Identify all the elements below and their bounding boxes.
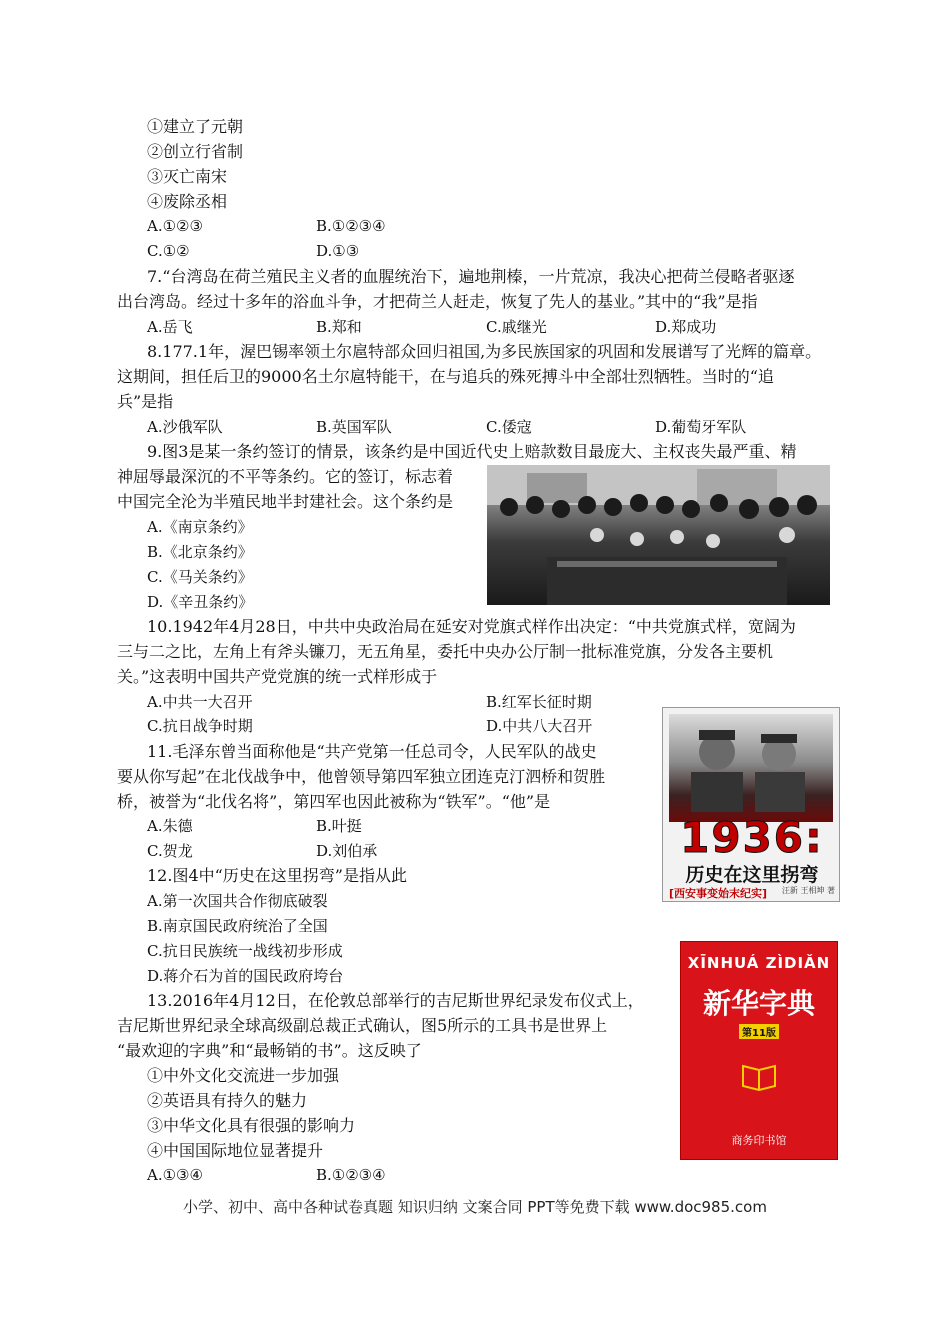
q13-option-1: ①中外文化交流进一步加强 — [147, 1066, 340, 1085]
q6-option-3: ③灭亡南宋 — [147, 167, 228, 186]
q7-line-2: 出台湾岛。经过十多年的浴血斗争，才把荷兰人赶走，恢复了先人的基业。”其中的“我”是指 — [117, 292, 758, 311]
page-footer: 小学、初中、高中各种试卷真题 知识归纳 文案合同 PPT等免费下载 www.doc985.com — [183, 1198, 767, 1216]
q7-choice-a: A.岳飞 — [147, 318, 193, 336]
q13-line-1: 13.2016年4月12日，在伦敦总部举行的吉尼斯世界纪录发布仪式上， — [147, 991, 644, 1010]
q10-choice-b: B.红军长征时期 — [486, 693, 592, 711]
q13-option-3: ③中华文化具有很强的影响力 — [147, 1116, 356, 1135]
q6-choice-b: B.①②③④ — [316, 217, 386, 235]
q10-choice-a: A.中共一大召开 — [147, 693, 253, 711]
dictionary-edition: 第11版 — [739, 1024, 779, 1039]
xinhua-dictionary-cover — [680, 941, 838, 1160]
treaty-signing-photo — [487, 465, 830, 605]
q8-line-2: 这期间，担任后卫的9000名土尔扈特能干，在与追兵的殊死搏斗中全部壮烈牺牲。当时的“追 — [117, 367, 774, 386]
dictionary-pinyin: XĪNHUÁ ZÌDIǍN — [687, 954, 831, 972]
q11-choice-c: C.贺龙 — [147, 842, 193, 860]
book-cover-tagline: [西安事变始末纪实] — [669, 887, 768, 900]
q11-line-3: 桥，被誉为“北伐名将”，第四军也因此被称为“铁军”。“他”是 — [117, 792, 551, 811]
q6-choice-a: A.①②③ — [147, 217, 203, 235]
q8-choice-c: C.倭寇 — [486, 418, 532, 436]
q11-line-2: 要从你写起”在北伐战争中，他曾领导第四军独立团连克汀泗桥和贺胜 — [117, 767, 606, 786]
open-book-icon — [739, 1054, 779, 1094]
q8-line-1: 8.177.1年，渥巴锡率领土尔扈特部众回归祖国,为多民族国家的巩固和发展谱写了光辉的篇章。 — [147, 342, 822, 361]
q7-choice-b: B.郑和 — [316, 318, 362, 336]
q12-choice-b: B.南京国民政府统治了全国 — [147, 917, 328, 935]
q13-option-4: ④中国国际地位显著提升 — [147, 1141, 324, 1160]
q6-option-2: ②创立行省制 — [147, 142, 244, 161]
q6-choice-c: C.①② — [147, 242, 190, 260]
book-cover-subtitle: 历史在这里拐弯 — [685, 864, 819, 886]
q10-line-2: 三与二之比，左角上有斧头镰刀，无五角星，委托中央办公厅制一批标准党旗，分发各主要机 — [117, 642, 774, 661]
book-cover-1936 — [662, 707, 840, 902]
treaty-photo-art — [487, 465, 830, 605]
book-cover-big-title: 1936: — [680, 813, 824, 862]
q11-line-1: 11.毛泽东曾当面称他是“共产党第一任总司令，人民军队的战史 — [147, 742, 597, 761]
q11-choice-a: A.朱德 — [147, 817, 193, 835]
q12-choice-c: C.抗日民族统一战线初步形成 — [147, 942, 343, 960]
q10-line-3: 关。”这表明中国共产党党旗的统一式样形成于 — [117, 667, 438, 686]
dictionary-publisher: 商务印书馆 — [731, 1134, 787, 1147]
q9-choice-b: B.《北京条约》 — [147, 543, 253, 561]
book-cover-author: 汪新 王相坤 著 — [781, 886, 835, 895]
q7-choice-c: C.戚继光 — [486, 318, 547, 336]
q9-line-2: 神屈辱最深沉的不平等条约。它的签订，标志着 — [117, 467, 454, 486]
q8-line-3: 兵”是指 — [117, 392, 174, 411]
q6-option-1: ①建立了元朝 — [147, 117, 244, 136]
q7-choice-d: D.郑成功 — [655, 318, 717, 336]
dictionary-title: 新华字典 — [702, 987, 815, 1020]
q7-line-1: 7.“台湾岛在荷兰殖民主义者的血腥统治下，遍地荆榛，一片荒凉，我决心把荷兰侵略者驱逐 — [147, 267, 795, 286]
q8-choice-b: B.英国军队 — [316, 418, 392, 436]
q11-choice-b: B.叶挺 — [316, 817, 362, 835]
q9-choice-d: D.《辛丑条约》 — [147, 593, 254, 611]
q9-line-1: 9.图3是某一条约签订的情景，该条约是中国近代史上赔款数目最庞大、主权丧失最严重、精 — [147, 442, 797, 461]
portrait-art — [669, 714, 833, 822]
q6-choice-d: D.①③ — [316, 242, 360, 260]
q8-choice-d: D.葡萄牙军队 — [655, 418, 747, 436]
q12-choice-a: A.第一次国共合作彻底破裂 — [147, 892, 328, 910]
q10-choice-c: C.抗日战争时期 — [147, 717, 253, 735]
book-cover-portrait — [669, 714, 833, 822]
q13-choice-b: B.①②③④ — [316, 1166, 386, 1184]
q12-choice-d: D.蒋介石为首的国民政府垮台 — [147, 967, 344, 985]
q6-option-4: ④废除丞相 — [147, 192, 228, 211]
q11-choice-d: D.刘伯承 — [316, 842, 378, 860]
q9-choice-c: C.《马关条约》 — [147, 568, 253, 586]
q13-choice-a: A.①③④ — [147, 1166, 203, 1184]
q9-choice-a: A.《南京条约》 — [147, 518, 253, 536]
q13-line-3: “最欢迎的字典”和“最畅销的书”。这反映了 — [117, 1041, 422, 1060]
q13-line-2: 吉尼斯世界纪录全球高级副总裁正式确认，图5所示的工具书是世界上 — [117, 1016, 608, 1035]
q10-line-1: 10.1942年4月28日，中共中央政治局在延安对党旗式样作出决定：“中共党旗式样，宽阔为 — [147, 617, 796, 636]
q13-option-2: ②英语具有持久的魅力 — [147, 1091, 308, 1110]
q8-choice-a: A.沙俄军队 — [147, 418, 223, 436]
q12-line-1: 12.图4中“历史在这里拐弯”是指从此 — [147, 866, 407, 885]
q10-choice-d: D.中共八大召开 — [486, 717, 593, 735]
q9-line-3: 中国完全沦为半殖民地半封建社会。这个条约是 — [117, 492, 454, 511]
